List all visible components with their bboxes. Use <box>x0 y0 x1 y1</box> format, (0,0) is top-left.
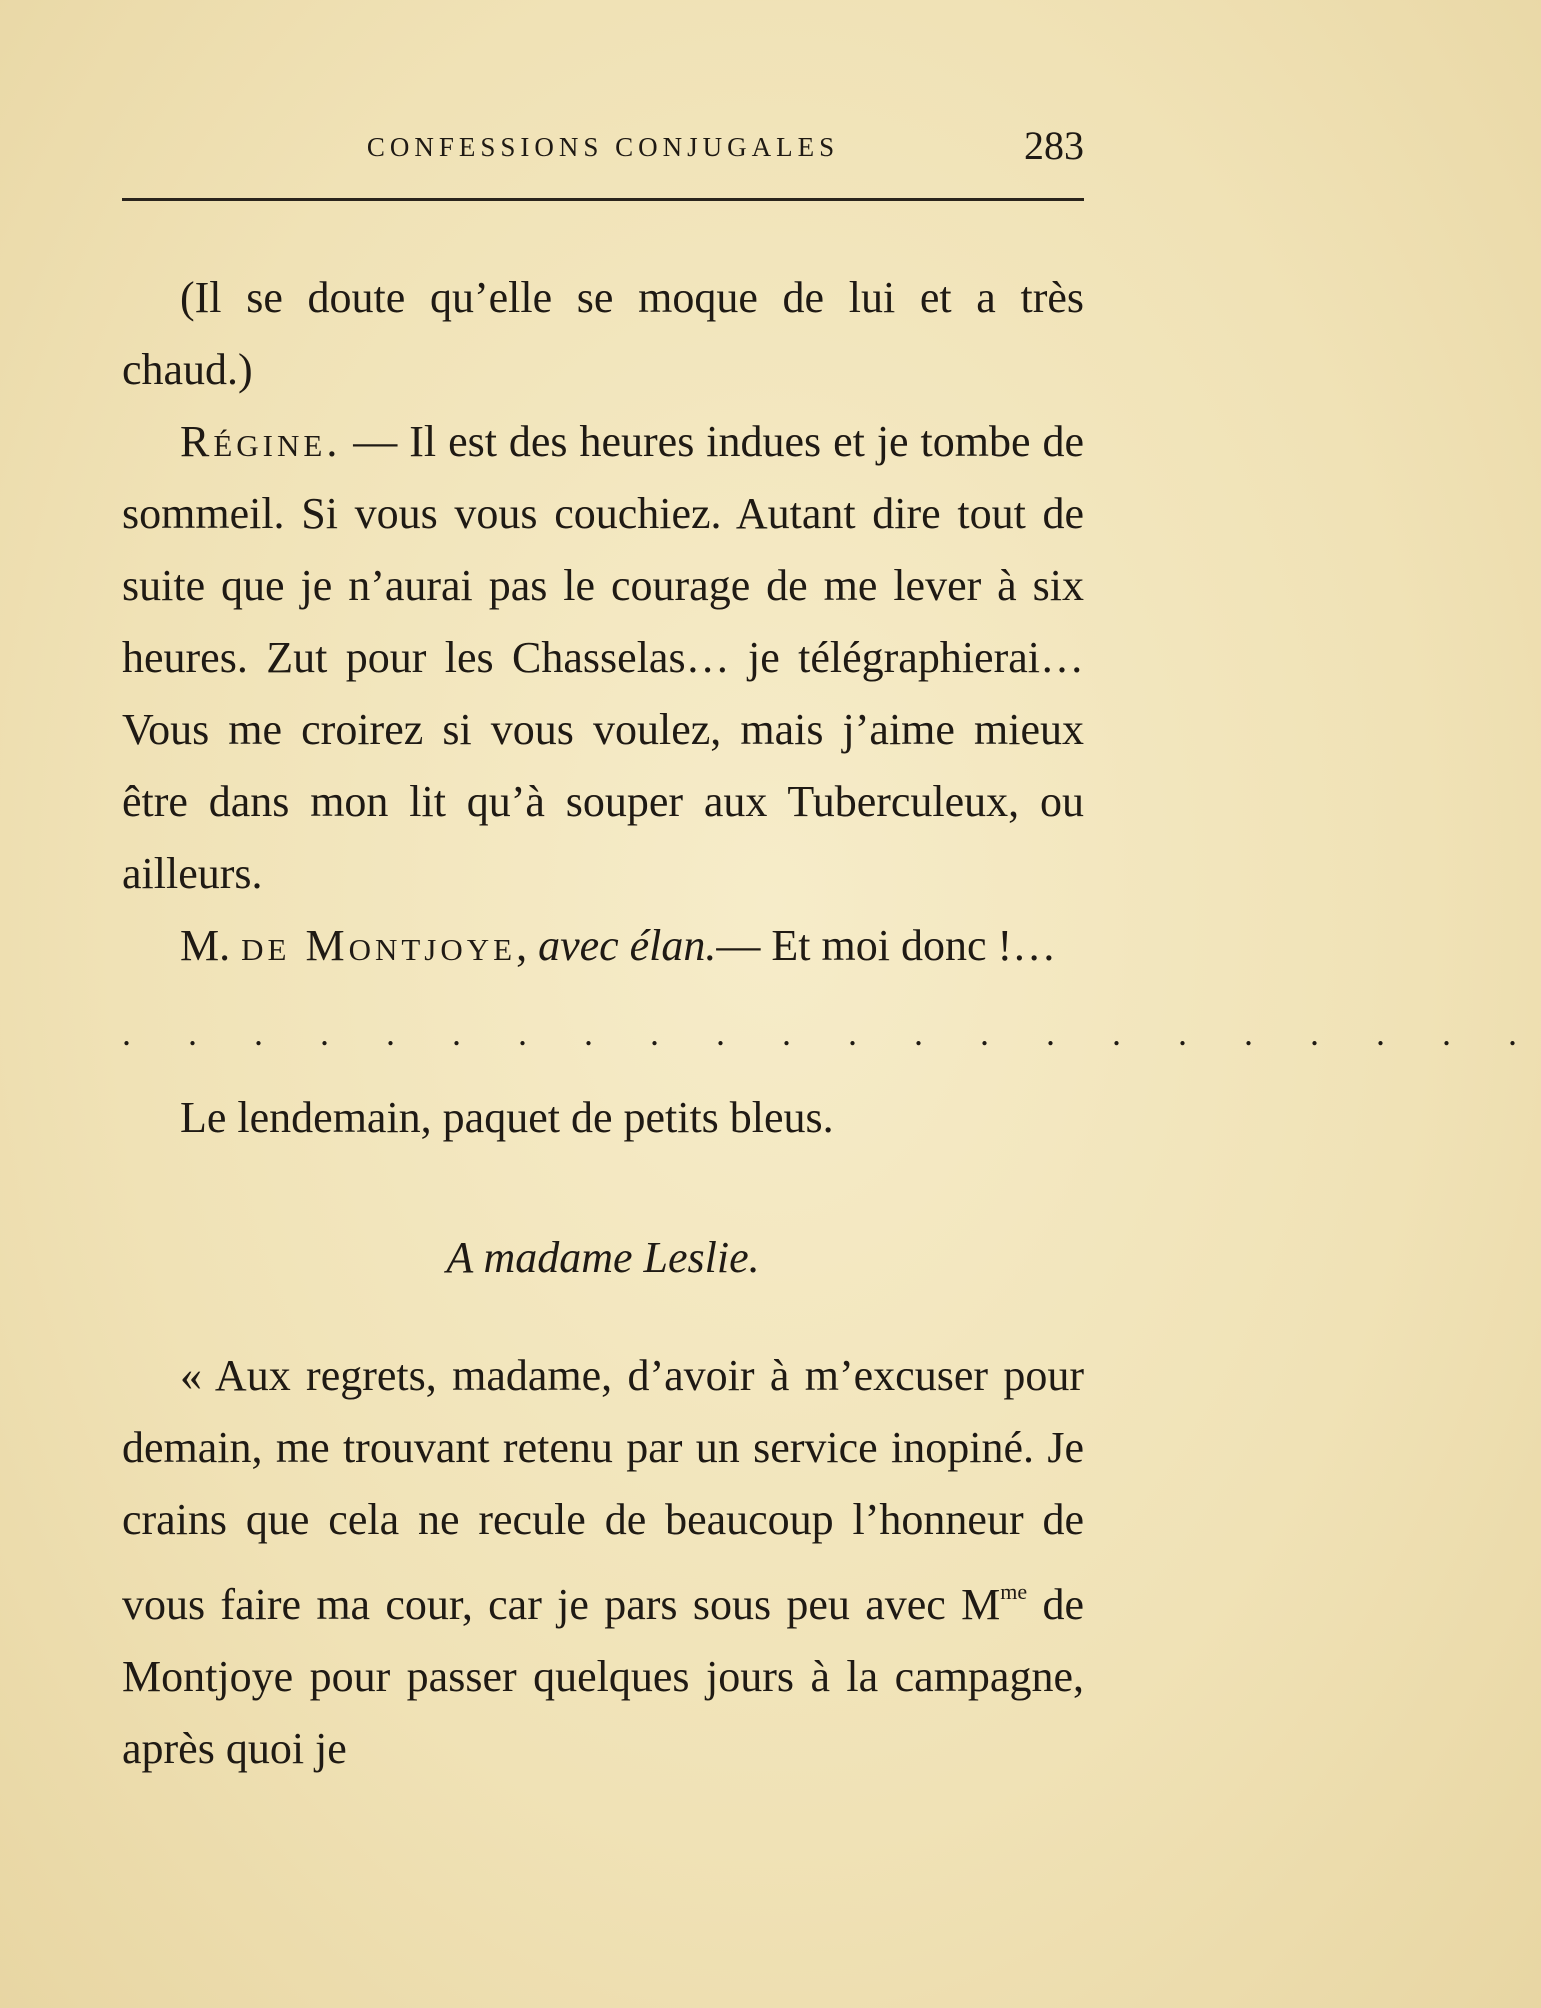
speaker-title: M. <box>180 921 231 970</box>
header-rule <box>122 198 1084 201</box>
running-head <box>122 118 1084 168</box>
letter-text-part2: de Montjoye pour passer quelques jours à la campagne, après quoi je <box>122 1580 1084 1773</box>
running-title: CONFESSIONS CONJUGALES <box>366 132 840 162</box>
page-number: 283 <box>1024 123 1084 168</box>
montjoye-speech: — Et moi donc !… <box>716 921 1057 970</box>
regine-paragraph <box>122 406 1084 910</box>
ellipsis-separator: . . . . . . . . . . . . . . . . . . . . . . <box>122 1013 1541 1053</box>
speaker-regine: Régine. <box>180 417 342 466</box>
text-block-middle <box>122 1082 1084 1154</box>
speaker-montjoye: de Montjoye <box>241 921 517 970</box>
montjoye-paragraph: M. de Montjoye, avec élan.— Et moi donc !… <box>180 921 1057 970</box>
letter-addressee: A madame Leslie. <box>446 1233 760 1282</box>
stage-direction-paragraph: (Il se doute qu’elle se moque de lui et a très chaud.) <box>122 273 1084 394</box>
text-block-letter <box>122 1340 1084 1785</box>
stage-direction: avec élan. <box>538 921 717 970</box>
text-block-top <box>122 262 1084 982</box>
superscript-me: me <box>1000 1579 1028 1604</box>
narration-paragraph: Le lendemain, paquet de petits bleus. <box>180 1093 834 1142</box>
letter-text-part1: « Aux regrets, madame, d’avoir à m’excuser pour demain, me trouvant retenu par un service inopiné. Je crains que cela ne recule de beaucoup l’honneur de vous faire ma cour, car je pars sous peu avec M <box>122 1351 1084 1629</box>
regine-speech: — Il est des heures indues et je tombe de sommeil. Si vous vous couchiez. Autant dire tout de suite que je n’aurai pas le courage de me lever à six heures. Zut pour les Chasselas… je télégraphierai… Vous me croirez si vous voulez, mais j’aime mieux être dans mon lit qu’à souper aux Tuberculeux, ou ailleurs. <box>122 417 1084 898</box>
letter-paragraph <box>122 1340 1084 1785</box>
